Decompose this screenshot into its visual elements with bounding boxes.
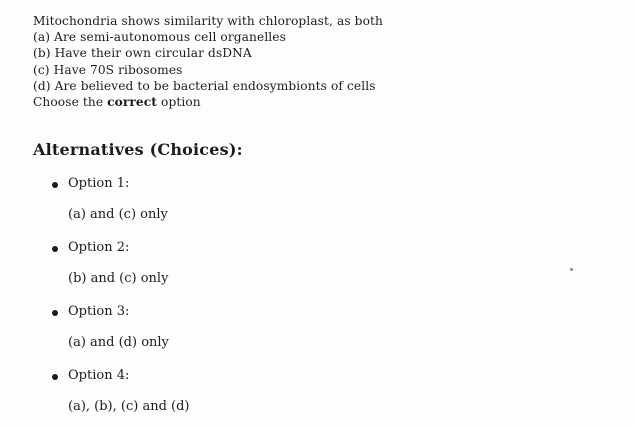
statement-c: (c) Have 70S ribosomes xyxy=(33,62,183,77)
bullet-icon xyxy=(52,246,58,252)
option-2-text: (b) and (c) only xyxy=(68,271,169,286)
scan-speck xyxy=(570,268,573,271)
alternatives-heading: Alternatives (Choices): xyxy=(33,140,243,159)
option-1-text: (a) and (c) only xyxy=(68,207,168,222)
statement-b: (b) Have their own circular dsDNA xyxy=(33,46,252,61)
bullet-icon xyxy=(52,182,58,188)
option-2-label: Option 2: xyxy=(68,240,130,255)
bullet-icon xyxy=(52,374,58,380)
option-1-label: Option 1: xyxy=(68,176,130,191)
bullet-icon xyxy=(52,310,58,316)
question-block xyxy=(33,13,383,110)
instruction-suffix: option xyxy=(157,95,201,110)
option-4-text: (a), (b), (c) and (d) xyxy=(68,399,190,414)
statement-a: (a) Are semi-autonomous cell organelles xyxy=(33,30,286,45)
instruction-prefix: Choose the xyxy=(33,95,108,110)
question-stem: Mitochondria shows similarity with chloroplast, as both xyxy=(33,14,383,28)
option-3-text: (a) and (d) only xyxy=(68,335,169,350)
instruction-emphasis: correct xyxy=(107,95,158,110)
option-4-label: Option 4: xyxy=(68,368,130,383)
option-3-label: Option 3: xyxy=(68,304,130,319)
instruction xyxy=(33,94,383,110)
statement-d: (d) Are believed to be bacterial endosymbionts of cells xyxy=(33,78,376,93)
